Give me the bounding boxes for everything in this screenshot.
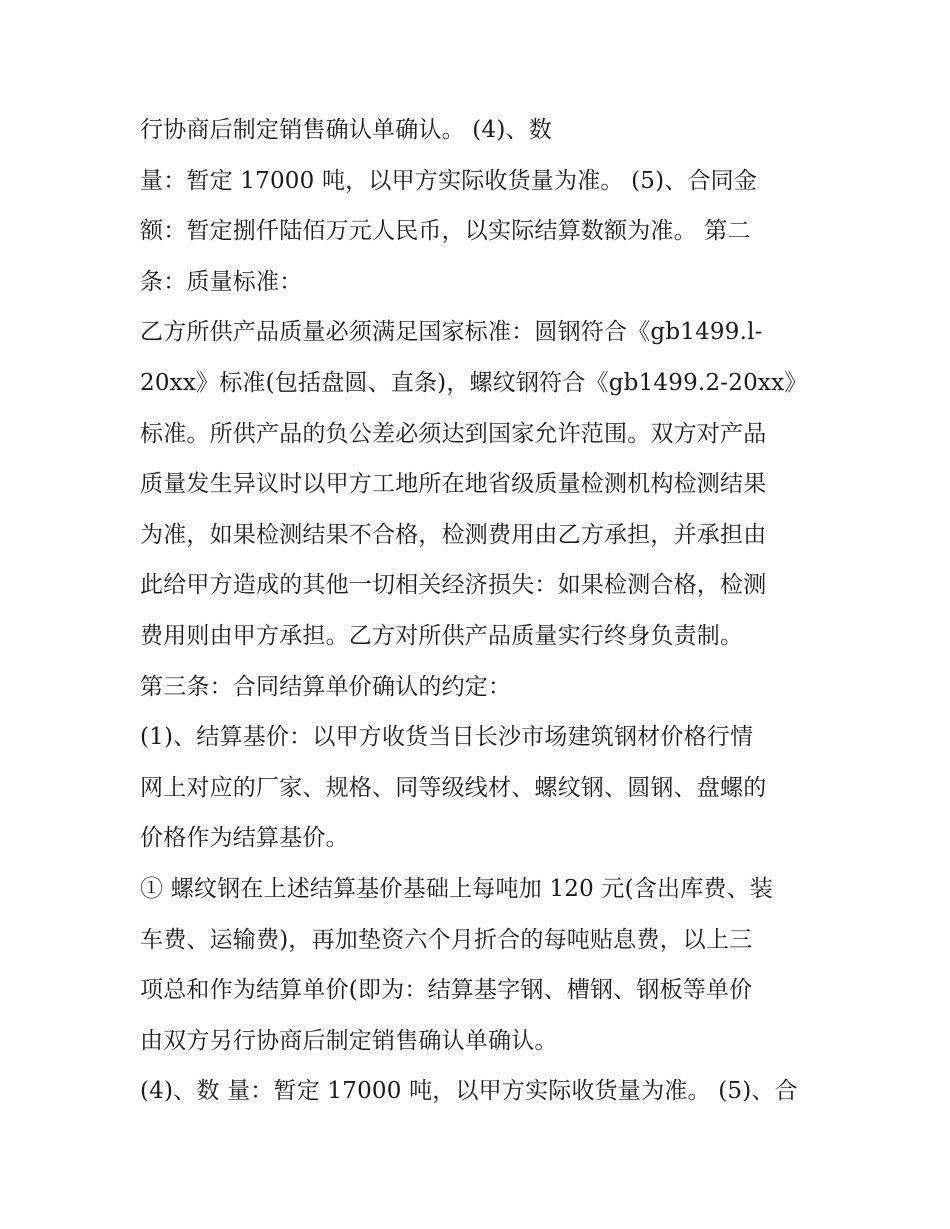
text-line-17: 车费、运输费)，再加垫资六个月折合的每吨贴息费，以上三	[140, 927, 753, 953]
text-line-10: 此给甲方造成的其他一切相关经济损失：如果检测合格，检测	[140, 572, 767, 598]
text-line-20: (4)、数 量：暂定 17000 吨，以甲方实际收货量为准。 (5)、合	[140, 1078, 798, 1104]
text-line-14: 网上对应的厂家、规格、同等级线材、螺纹钢、圆钢、盘螺的	[140, 775, 767, 801]
text-line-3: 额：暂定捌仟陆佰万元人民币，以实际结算数额为准。 第二	[140, 218, 751, 244]
text-line-16: ① 螺纹钢在上述结算基价基础上每吨加 120 元(含出库费、装	[140, 876, 774, 902]
text-line-9: 为准，如果检测结果不合格，检测费用由乙方承担，并承担由	[140, 522, 767, 548]
text-line-8: 质量发生异议时以甲方工地所在地省级质量检测机构检测结果	[140, 471, 767, 497]
text-line-1: 行协商后制定销售确认单确认。 (4)、数	[140, 117, 552, 143]
text-line-15: 价格作为结算基价。	[140, 825, 349, 851]
text-line-13: (1)、结算基价：以甲方收货当日长沙市场建筑钢材价格行情	[140, 724, 754, 750]
text-line-7: 标准。所供产品的负公差必须达到国家允许范围。双方对产品	[140, 421, 767, 447]
text-line-5: 乙方所供产品质量必须满足国家标准：圆钢符合《gb1499.l-	[140, 319, 763, 345]
text-line-12: 第三条：合同结算单价确认的约定：	[140, 674, 512, 700]
text-line-19: 由双方另行协商后制定销售确认单确认。	[140, 1028, 558, 1054]
text-line-11: 费用则由甲方承担。乙方对所供产品质量实行终身负责制。	[140, 623, 744, 649]
text-line-18: 项总和作为结算单价(即为：结算基字钢、槽钢、钢板等单价	[140, 977, 753, 1003]
text-line-6: 20xx》标准(包括盘圆、直条)，螺纹钢符合《gb1499.2-20xx》	[140, 370, 808, 396]
text-line-4: 条：质量标准：	[140, 269, 303, 295]
text-line-2: 量：暂定 17000 吨，以甲方实际收货量为准。 (5)、合同金	[140, 168, 758, 194]
